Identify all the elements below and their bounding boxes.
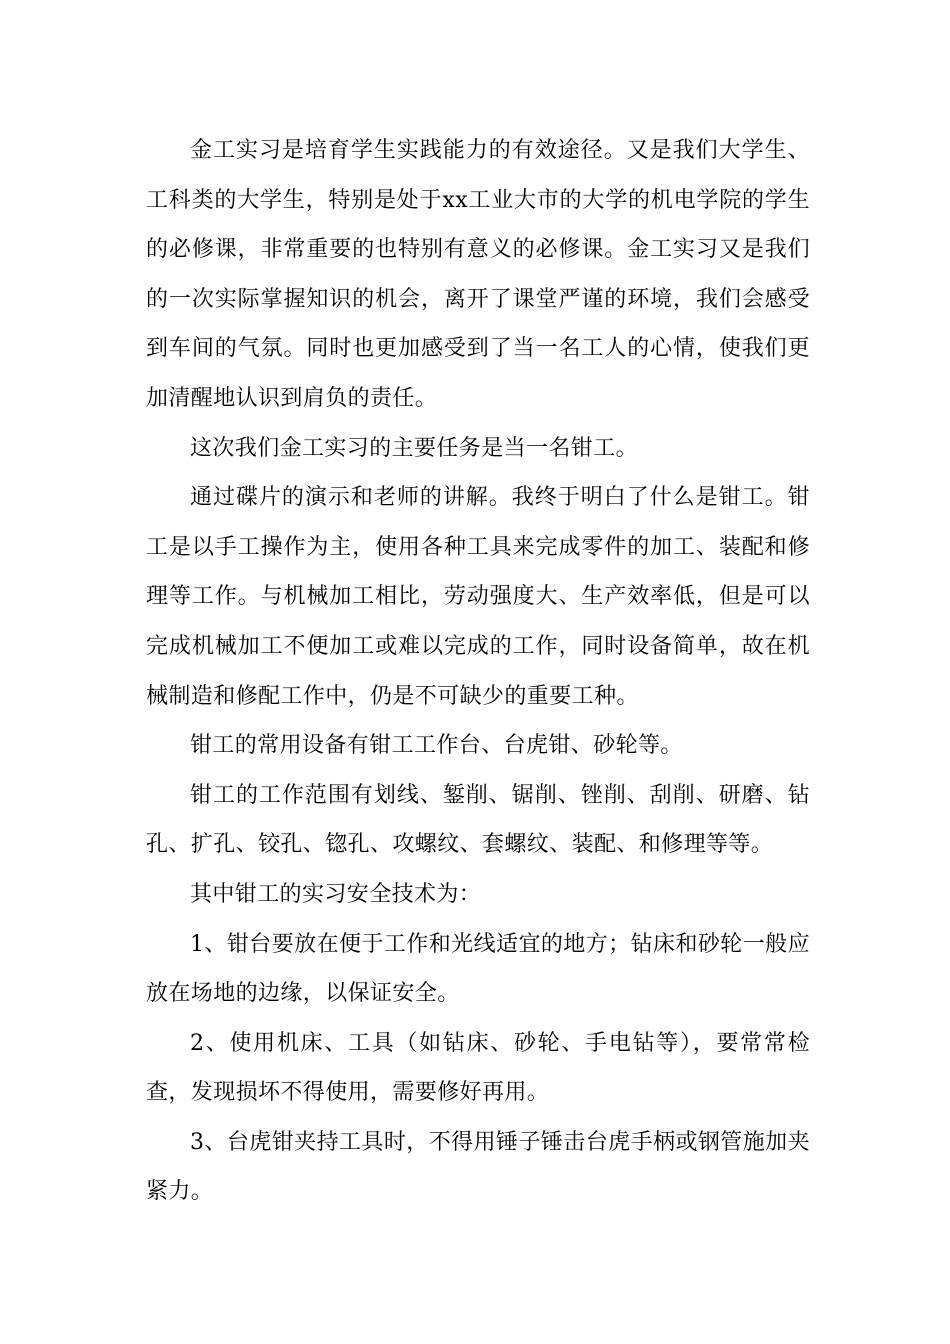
paragraph-safety-item-1: 1、钳台要放在便于工作和光线适宜的地方；钻床和砂轮一般应放在场地的边缘，以保证安全。 <box>146 931 810 1007</box>
paragraph-safety-heading: 其中钳工的实习安全技术为： <box>190 881 482 907</box>
paragraph-fitter-definition: 通过碟片的演示和老师的讲解。我终于明白了什么是钳工。钳工是以手工操作为主，使用各种工具来完成零件的加工、装配和修理等工作。与机械加工相比，劳动强度大、生产效率低，但是可以完成机械加工不便加工或难以完成的工作，同时设备简单，故在机械制造和修配工作中，仍是不可缺少的重要工种。 <box>146 485 810 709</box>
paragraph-intro: 金工实习是培育学生实践能力的有效途径。又是我们大学生、工科类的大学生，特别是处于xx工业大市的大学的机电学院的学生的必修课，非常重要的也特别有意义的必修课。金工实习又是我们的一次实际掌握知识的机会，离开了课堂严谨的环境，我们会感受到车间的气氛。同时也更加感受到了当一名工人的心情，使我们更加清醒地认识到肩负的责任。 <box>146 138 810 411</box>
paragraph-safety-item-3: 3、台虎钳夹持工具时，不得用锤子锤击台虎手柄或钢管施加夹紧力。 <box>146 1129 810 1205</box>
paragraph-work-scope: 钳工的工作范围有划线、錾削、锯削、锉削、刮削、研磨、钻孔、扩孔、铰孔、锪孔、攻螺纹、套螺纹、装配、和修理等等。 <box>146 782 810 858</box>
paragraph-main-task: 这次我们金工实习的主要任务是当一名钳工。 <box>190 435 639 461</box>
paragraph-safety-item-2: 2、使用机床、工具（如钻床、砂轮、手电钻等），要常常检查，发现损坏不得使用，需要修好再用。 <box>146 1030 810 1106</box>
document-page <box>146 126 810 1217</box>
paragraph-equipment: 钳工的常用设备有钳工工作台、台虎钳、砂轮等。 <box>190 733 683 759</box>
